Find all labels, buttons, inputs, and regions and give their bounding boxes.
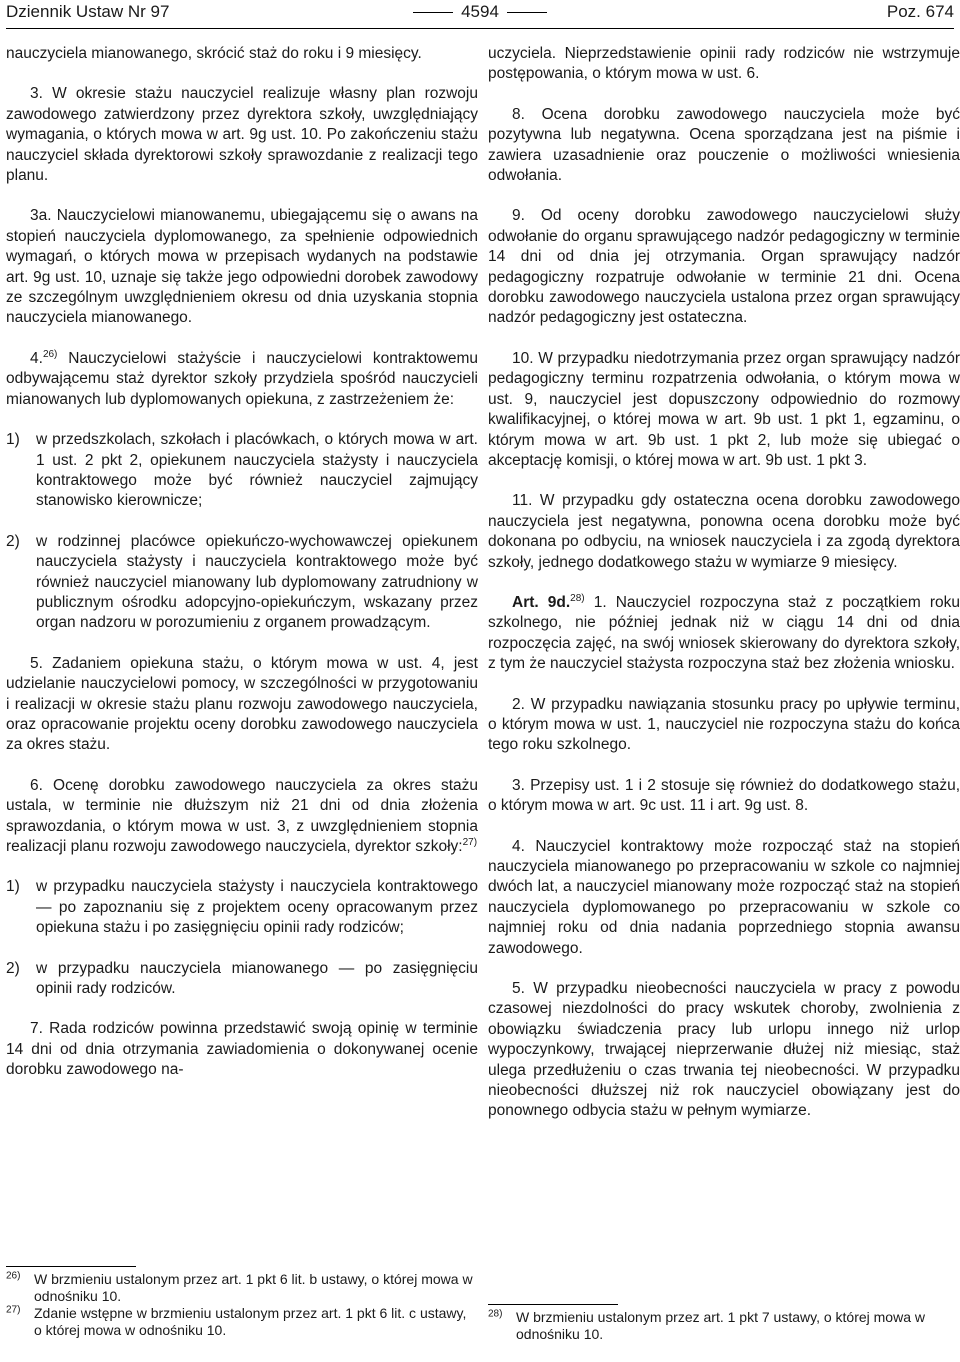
list-number: 1) xyxy=(6,431,20,449)
footnote-rule xyxy=(488,1304,618,1305)
list-text: w przedszkolach, szkołach i placówkach, o których mowa w art. 1 ust. 2 pkt 2, opiekunem nauczyciela stażysty i nauczyciela kontraktowego może być również nauczyciel zajmujący stanowisko kierownicze; xyxy=(36,431,478,510)
dash-left xyxy=(413,12,453,13)
article-9d-paragraph-5: 5. W przypadku nieobecności nauczyciela w pracy z powodu czasowej niezdolności do pracy wskutek choroby, zwolnienia z obowiązku świadczenia pracy lub urlopu innego niż urlop wypoczynkowy, trwającej nieprzerwanie dłużej niż miesiąc, staż ulega przedłużeniu o czas trwania tej nieobecności. W przypadku nieobecności dłuższej niż rok nauczyciel obowiązany jest do ponownego odbycia stażu w pełnym wymiarze. xyxy=(488,980,960,1120)
footnote-number: 28) xyxy=(488,1308,503,1320)
list-text: w przypadku nauczyciela mianowanego — po zasięgnięciu opinii rady rodziców. xyxy=(36,959,478,998)
page-number: 4594 xyxy=(461,2,499,21)
list-item-4-2 xyxy=(6,532,478,634)
paragraph-continuation: nauczyciela mianowanego, skrócić staż do roku i 9 miesięcy. xyxy=(6,45,422,62)
footnote-number: 27) xyxy=(6,1304,21,1316)
footnote-rule xyxy=(6,1266,136,1267)
paragraph-continuation: uczyciela. Nieprzedstawienie opinii rady rodziców nie wstrzymuje postępowania, o którym mowa w ust. 6. xyxy=(488,45,960,83)
journal-title: Dziennik Ustaw Nr 97 xyxy=(6,2,170,21)
footnote-number: 26) xyxy=(6,1270,21,1282)
footnote-28 xyxy=(488,1309,960,1343)
footnote-ref-28[interactable]: 28) xyxy=(570,592,585,604)
paragraph-5: 5. Zadaniem opiekuna stażu, o którym mowa w ust. 4, jest udzielanie nauczycielowi pomocy, w szczególności w przygotowaniu i realizacji w okresie stażu planu rozwoju zawodowego nauczyciela, oraz opracowanie projektu oceny dorobku zawodowego nauczyciela za okres stażu. xyxy=(6,654,478,754)
list-text: w rodzinnej placówce opiekuńczo-wychowawczej opiekunem nauczyciela stażysty i nauczyciela kontraktowego może być również nauczyciel mianowany lub dyplomowany zatrudniony w publicznym ośrodku adopcyjno-opiekuńczym, wskazany przez organ nadzoru w porozumieniu z organem prowadzącym. xyxy=(36,532,478,632)
article-label: Art. 9d. xyxy=(512,593,571,611)
list-item-6-2 xyxy=(6,959,478,1000)
left-footnotes xyxy=(6,1266,478,1339)
paragraph-4 xyxy=(6,349,478,410)
paragraph-3: 3. W okresie stażu nauczyciel realizuje własny plan rozwoju zawodowego zatwierdzony przez dyrektora szkoły, uwzględniający wymagania, o których mowa w art. 9g ust. 10. Po zakończeniu stażu nauczyciel składa dyrektorowi szkoły sprawozdanie z realizacji tego planu. xyxy=(6,85,478,185)
list-text: w przypadku nauczyciela stażysty i nauczyciela kontraktowego — po zapoznaniu się z projektem oceny opracowanym przez opiekuna stażu i po zasięgnięciu opinii rady rodziców; xyxy=(36,878,478,937)
page-number-block xyxy=(6,0,954,24)
article-9d-paragraph-2: 2. W przypadku nawiązania stosunku pracy po upływie terminu, o którym mowa w ust. 1, nauczyciel nie rozpoczyna stażu do końca tego roku szkolnego. xyxy=(488,695,960,754)
list-number: 2) xyxy=(6,532,20,550)
footnote-ref-26[interactable]: 26) xyxy=(42,348,58,360)
article-9d-text: 1. Nauczyciel rozpoczyna staż z początkiem roku szkolnego, nie później jednak niż w ciągu 14 dni od dnia rozpoczęcia zajęć, na swój wniosek skierowany do dyrektora szkoły, z tym że nauczyciel stażysta rozpoczyna staż bez złożenia wniosku. xyxy=(488,593,960,673)
right-footnotes xyxy=(488,1304,960,1343)
footnote-26 xyxy=(6,1271,478,1305)
position-number: Poz. 674 xyxy=(886,2,954,21)
right-column xyxy=(488,44,960,1142)
footnote-text: Zdanie wstępne w brzmieniu ustalonym przez art. 1 pkt 6 lit. c ustawy, o której mowa w odnośniku 10. xyxy=(34,1305,467,1338)
article-9d-paragraph-3: 3. Przepisy ust. 1 i 2 stosuje się również do dodatkowego stażu, o którym mowa w art. 9c ust. 11 i art. 9g ust. 8. xyxy=(488,776,960,815)
paragraph-9: 9. Od oceny dorobku zawodowego nauczycielowi służy odwołanie do organu sprawującego nadzór pedagogiczny w terminie 14 dni od dnia jej otrzymania. Organ sprawujący nadzór pedagogiczny rozpatruje odwołanie w terminie 21 dni. Ocena dorobku zawodowego nauczyciela ustalona przez organ sprawujący nadzór pedagogiczny jest ostateczna. xyxy=(488,207,960,327)
list-number: 1) xyxy=(6,878,20,896)
footnote-text: W brzmieniu ustalonym przez art. 1 pkt 6 lit. b ustawy, o której mowa w odnośniku 10. xyxy=(34,1271,473,1304)
paragraph-8: 8. Ocena dorobku zawodowego nauczyciela może być pozytywna lub negatywna. Ocena sporządzana jest na piśmie i zawiera uzasadnienie oraz pouczenie o możliwości wniesienia odwołania. xyxy=(488,105,960,185)
footnote-text: W brzmieniu ustalonym przez art. 1 pkt 7 ustawy, o której mowa w odnośniku 10. xyxy=(516,1309,925,1342)
paragraph-3a: 3a. Nauczycielowi mianowanemu, ubiegającemu się o awans na stopień nauczyciela dyplomowanego, za spełnienie odpowiednich wymagań, o których mowa w przepisach wydanych na podstawie art. 9g ust. 10, uznaje się także jego odpowiedni dorobek zawodowy ze szczególnym uwzględnieniem okresu od dnia uzyskania stopnia nauczyciela mianowanego. xyxy=(6,207,478,327)
footnote-27 xyxy=(6,1305,478,1339)
footnote-ref-27[interactable]: 27) xyxy=(462,836,478,848)
paragraph-4-number: 4. xyxy=(30,349,43,367)
article-9d-paragraph-4: 4. Nauczyciel kontraktowy może rozpocząć staż na stopień nauczyciela mianowanego po przepracowaniu w szkole co najmniej dwóch lat, a nauczyciel mianowany może rozpocząć staż na stopień nauczyciela dyplomowanego po przepracowaniu w szkole co najmniej roku od dnia nadania poprzedniego stopnia awansu zawodowego. xyxy=(488,837,960,957)
list-number: 2) xyxy=(6,959,20,977)
paragraph-6-text: 6. Ocenę dorobku zawodowego nauczyciela za okres stażu ustala, w terminie nie dłuższym niż 21 dni od dnia złożenia sprawozdania, o którym mowa w ust. 3, z uwzględnieniem stopnia realizacji planu rozwoju zawodowego nauczyciela, dyrektor szkoły: xyxy=(6,776,478,855)
list-item-6-1 xyxy=(6,877,478,938)
left-column xyxy=(6,44,478,1101)
article-9d-paragraph-1 xyxy=(488,593,960,675)
list-item-4-1 xyxy=(6,430,478,512)
page-header xyxy=(6,0,954,29)
dash-right xyxy=(507,12,547,13)
paragraph-6 xyxy=(6,776,478,858)
paragraph-10: 10. W przypadku niedotrzymania przez organ sprawujący nadzór pedagogiczny terminu rozpatrzenia odwołania, o którym mowa w ust. 9, nauczyciel jest dopuszczony odpowiednio do rozmowy kwalifikacyjnej, o której mowa w art. 9b ust. 1 pkt 1, egzaminu, o którym mowa w art. 9b ust. 1 pkt 2, lub może się ubiegać o akceptację komisji, o której mowa w art. 9b ust. 1 pkt 3. xyxy=(488,349,960,469)
paragraph-4-text: Nauczycielowi stażyście i nauczycielowi kontraktowemu odbywającemu staż dyrektor szkoły przydziela spośród nauczycieli mianowanych lub dyplomowanych opiekuna, z zastrzeżeniem że: xyxy=(6,349,478,408)
paragraph-11: 11. W przypadku gdy ostateczna ocena dorobku zawodowego nauczyciela jest negatywna, ponowna ocena dorobku może być dokonana po odbyciu, na wniosek nauczyciela i za zgodą dyrektora szkoły, jednego dodatkowego stażu w wymiarze 9 miesięcy. xyxy=(488,492,960,571)
paragraph-7: 7. Rada rodziców powinna przedstawić swoją opinię w terminie 14 dni od dnia otrzymania zawiadomienia o dokonywanej ocenie dorobku zawodowego na- xyxy=(6,1020,478,1079)
